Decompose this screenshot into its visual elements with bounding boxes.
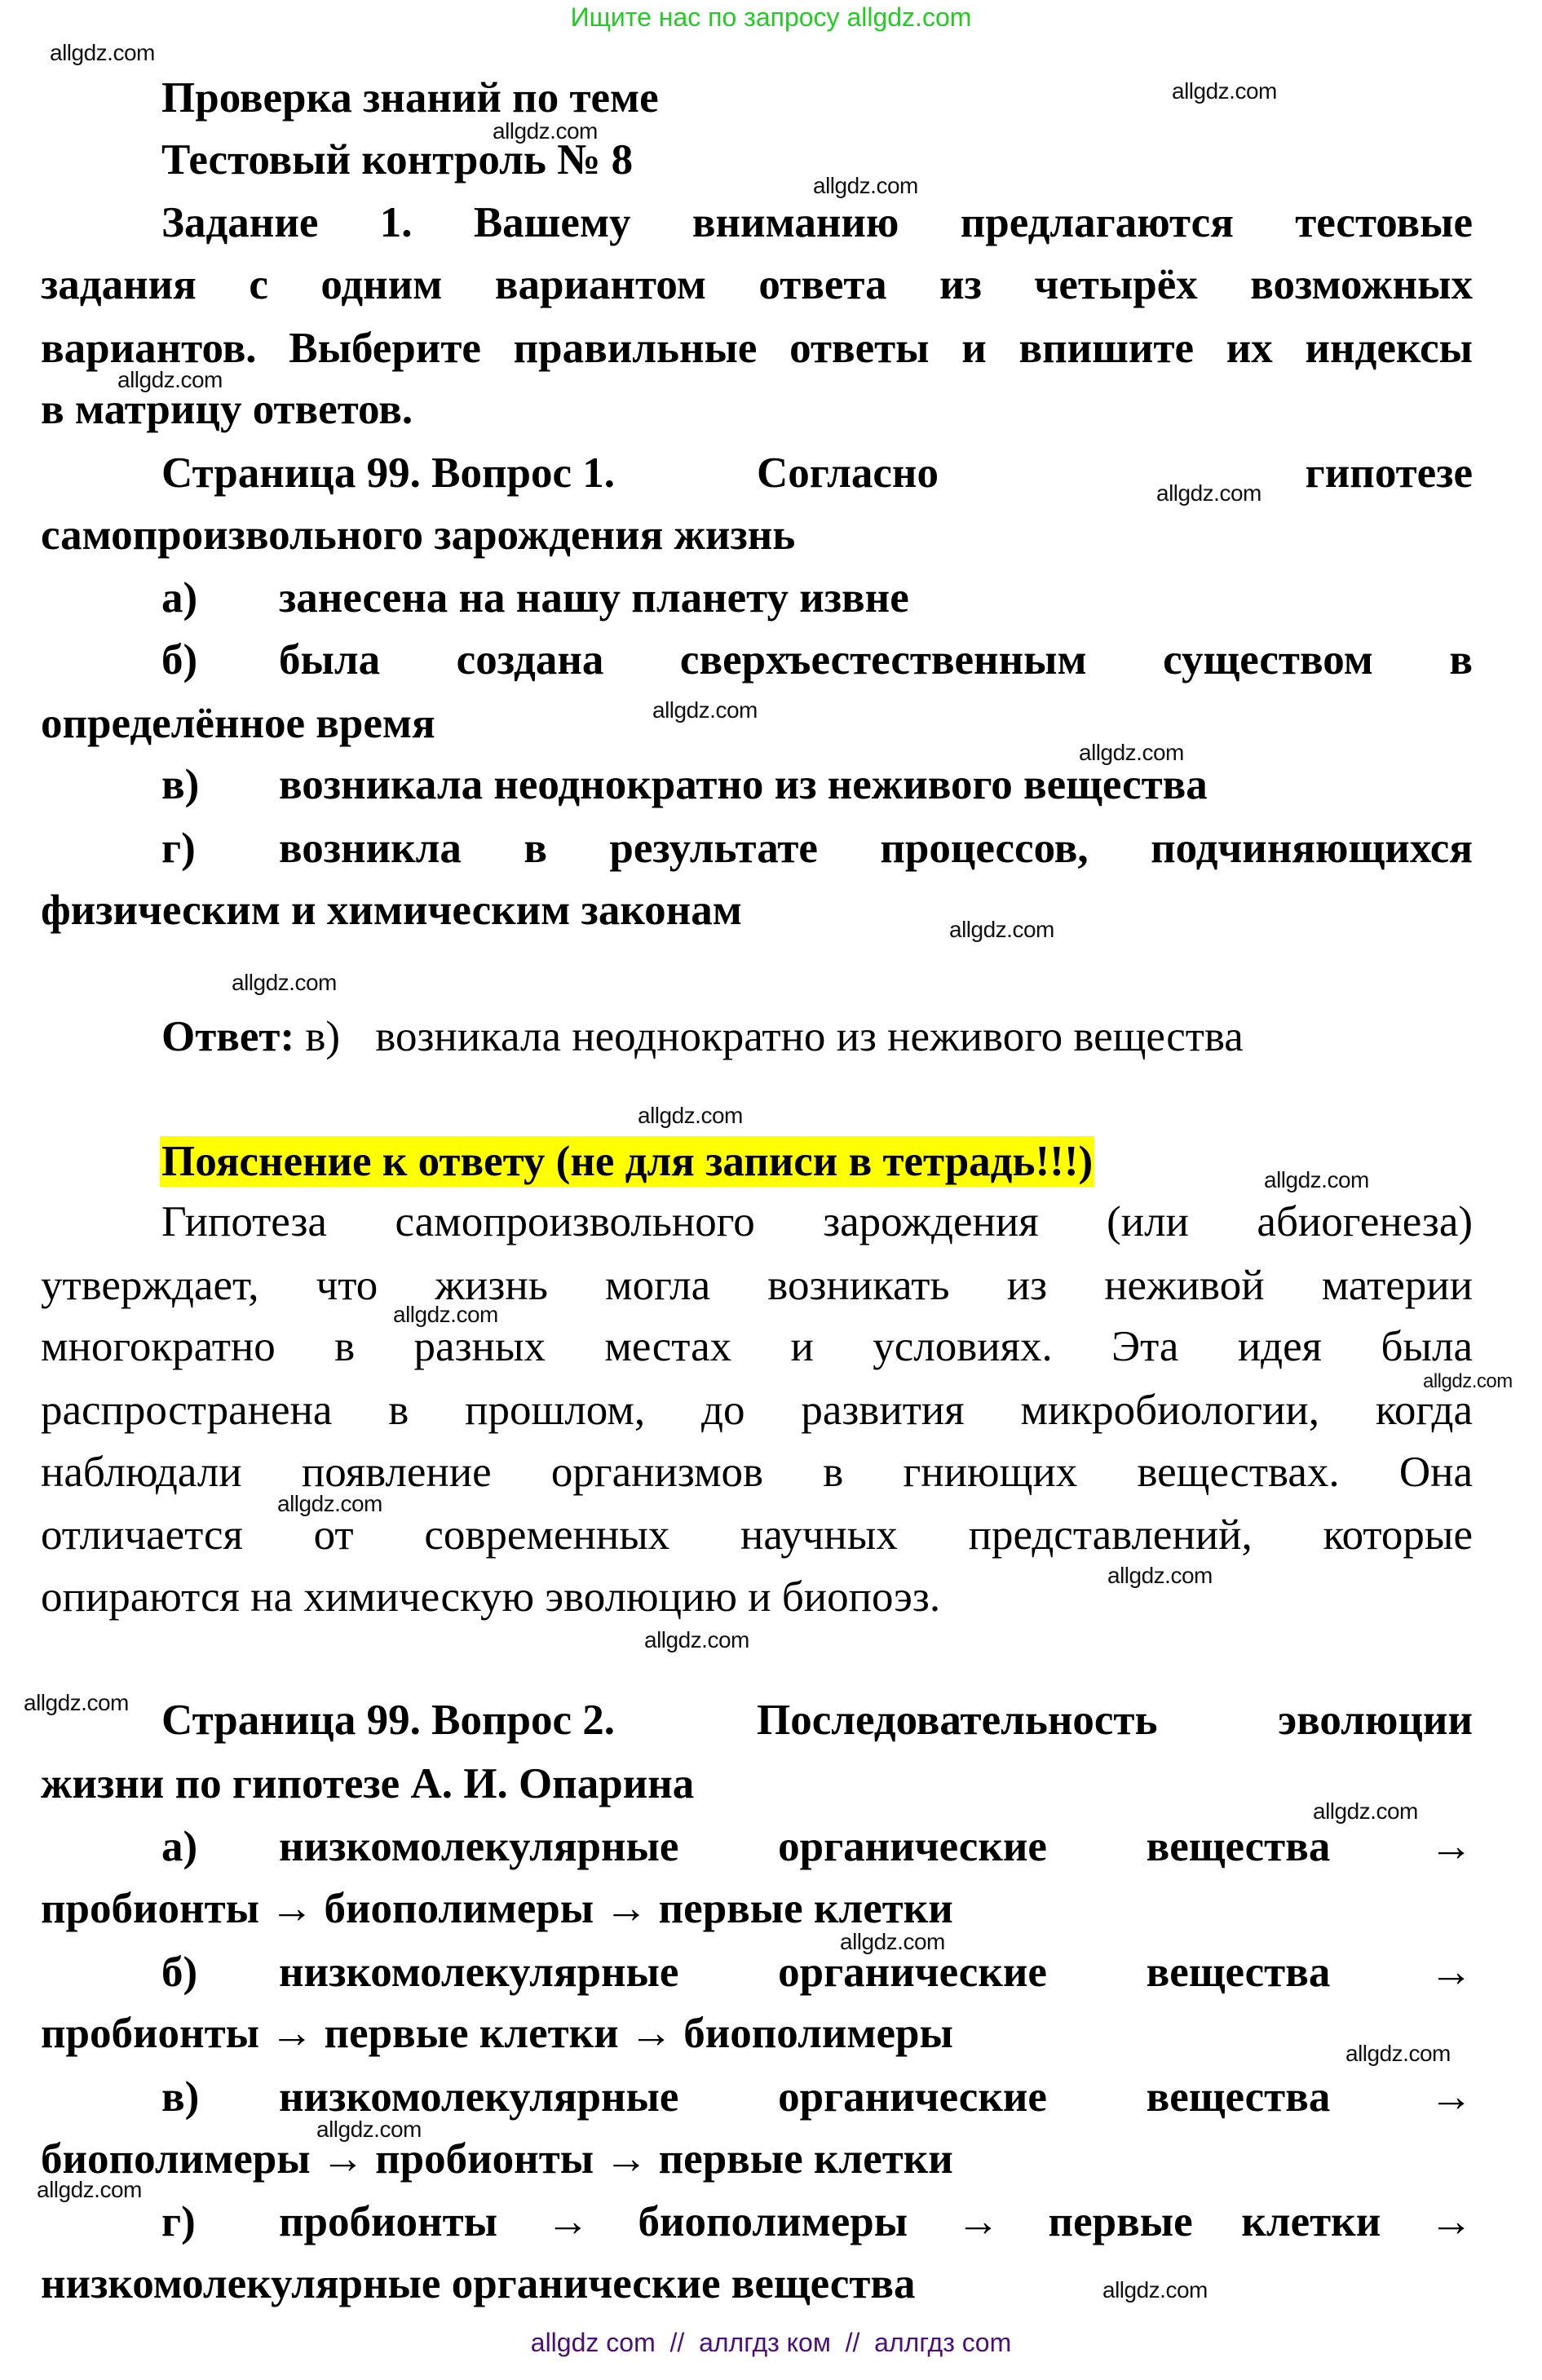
option-label: г) bbox=[161, 825, 196, 872]
task1-line-2: задания с одним вариантом ответа из четырёх возможных bbox=[41, 261, 1473, 308]
answer-1 bbox=[161, 1011, 1244, 1063]
answer-text: возникала неоднократно из неживого вещества bbox=[375, 1013, 1244, 1060]
watermark: allgdz.com bbox=[1172, 78, 1277, 104]
q2-option-d bbox=[0, 2196, 1542, 2248]
watermark: allgdz.com bbox=[949, 917, 1054, 942]
explanation-line-1: Гипотеза самопроизвольного зарождения (или абиогенеза) bbox=[161, 1198, 1473, 1245]
explanation-line-2: утверждает, что жизнь могла возникать из неживой материи bbox=[41, 1262, 1473, 1309]
q1-option-b bbox=[0, 634, 1542, 686]
option-text: занесена на нашу планету извне bbox=[279, 574, 909, 622]
watermark: allgdz.com bbox=[1107, 1563, 1213, 1588]
watermark: allgdz.com bbox=[1079, 740, 1184, 765]
explanation-line-7: опираются на химическую эволюцию и биопоэз. bbox=[41, 1573, 941, 1621]
q1-option-a bbox=[0, 572, 1542, 624]
q2-option-a-cont: пробионты → биополимеры → первые клетки bbox=[41, 1885, 953, 1932]
option-label: а) bbox=[161, 1823, 198, 1870]
option-text: была создана сверхъестественным существом в bbox=[279, 636, 1473, 683]
watermark: allgdz.com bbox=[50, 40, 155, 65]
watermark: allgdz.com bbox=[1345, 2041, 1451, 2066]
question2-head-line2: жизни по гипотезе А. И. Опарина bbox=[41, 1760, 695, 1807]
watermark: allgdz.com bbox=[232, 970, 337, 995]
answer-label: Ответ: bbox=[161, 1013, 295, 1060]
option-label: а) bbox=[161, 574, 198, 622]
watermark: allgdz.com bbox=[1313, 1798, 1418, 1824]
explanation-line-4: распространена в прошлом, до развития микробиологии, когда bbox=[41, 1387, 1473, 1434]
search-banner: Ищите нас по запросу allgdz.com bbox=[570, 2, 972, 32]
q2-option-b-cont: пробионты → первые клетки → биополимеры bbox=[41, 2010, 953, 2057]
test-title: Тестовый контроль № 8 bbox=[161, 136, 634, 184]
watermark: allgdz.com bbox=[644, 1627, 749, 1652]
watermark: allgdz.com bbox=[493, 118, 598, 144]
watermark: allgdz.com bbox=[1264, 1167, 1369, 1192]
q1-option-d-cont: физическим и химическим законам bbox=[41, 887, 742, 934]
explanation-line-6: отличается от современных научных представлений, которые bbox=[41, 1511, 1473, 1559]
task1-line-3: вариантов. Выберите правильные ответы и впишите их индексы bbox=[41, 325, 1473, 372]
option-text: низкомолекулярные органические вещества → bbox=[279, 1949, 1473, 1996]
watermark: allgdz.com bbox=[117, 367, 223, 392]
question2-ref: Страница 99. Вопрос 2. bbox=[161, 1697, 615, 1744]
explanation-heading bbox=[160, 1135, 1094, 1188]
answer-option: в) bbox=[305, 1013, 341, 1060]
watermark: allgdz.com bbox=[393, 1302, 498, 1327]
explanation-line-5: наблюдали появление организмов в гниющих веществах. Она bbox=[41, 1449, 1473, 1496]
q2-option-c-cont: биополимеры → пробионты → первые клетки bbox=[41, 2135, 953, 2183]
q1-option-c bbox=[0, 759, 1542, 811]
watermark: allgdz.com bbox=[316, 2117, 422, 2142]
watermark: allgdz.com bbox=[638, 1103, 743, 1128]
footer-site-links: allgdz com // аллгдз ком // аллгдз com bbox=[530, 2328, 1012, 2357]
question2-head-right: эволюции bbox=[1278, 1697, 1473, 1744]
task1-line-4: в матрицу ответов. bbox=[41, 386, 413, 433]
question1-ref: Страница 99. Вопрос 1. bbox=[161, 449, 615, 497]
option-label: г) bbox=[161, 2198, 196, 2245]
option-label: в) bbox=[161, 2073, 200, 2121]
watermark: allgdz.com bbox=[1156, 480, 1261, 506]
task1-line-1: Задание 1. Вашему вниманию предлагаются тестовые bbox=[161, 199, 1473, 246]
watermark: allgdz.com bbox=[1423, 1370, 1513, 1392]
watermark: allgdz.com bbox=[277, 1491, 382, 1516]
option-label: б) bbox=[161, 636, 198, 683]
watermark: allgdz.com bbox=[813, 173, 918, 198]
question1-head-mid: Согласно bbox=[757, 449, 939, 497]
q2-option-b bbox=[0, 1946, 1542, 1998]
q2-option-d-cont: низкомолекулярные органические вещества bbox=[41, 2260, 916, 2307]
option-text: возникала неоднократно из неживого вещества bbox=[279, 761, 1208, 808]
option-label: в) bbox=[161, 761, 200, 808]
option-text: низкомолекулярные органические вещества → bbox=[279, 1823, 1473, 1870]
question2-head-mid: Последовательность bbox=[757, 1697, 1158, 1744]
explanation-heading-highlight: Пояснение к ответу (не для записи в тетрадь!!!) bbox=[161, 1138, 1094, 1185]
option-label: б) bbox=[161, 1949, 198, 1996]
option-text: низкомолекулярные органические вещества → bbox=[279, 2073, 1473, 2121]
option-text: пробионты → биополимеры → первые клетки → bbox=[279, 2198, 1473, 2245]
watermark: allgdz.com bbox=[1102, 2277, 1208, 2303]
explanation-line-3: многократно в разных местах и условиях. Эта идея была bbox=[41, 1323, 1473, 1370]
q1-option-d bbox=[0, 822, 1542, 874]
watermark: allgdz.com bbox=[37, 2177, 142, 2202]
option-text: возникла в результате процессов, подчиняющихся bbox=[279, 825, 1473, 872]
question1-head-line2: самопроизвольного зарождения жизнь bbox=[41, 511, 796, 559]
watermark: allgdz.com bbox=[652, 697, 758, 723]
watermark: allgdz.com bbox=[840, 1929, 945, 1954]
q1-option-b-cont: определённое время bbox=[41, 700, 435, 747]
section-title: Проверка знаний по теме bbox=[161, 74, 659, 122]
q2-option-c bbox=[0, 2071, 1542, 2123]
question1-head-right: гипотезе bbox=[1305, 449, 1473, 497]
watermark: allgdz.com bbox=[24, 1690, 129, 1715]
q2-option-a bbox=[0, 1820, 1542, 1873]
